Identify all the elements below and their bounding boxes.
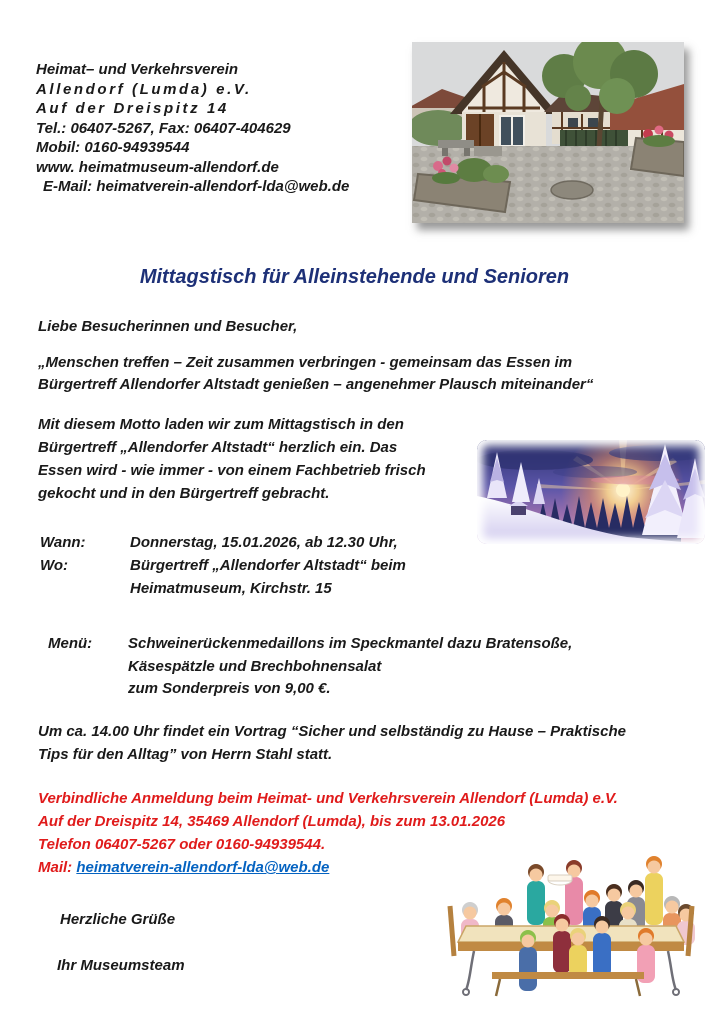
wo-value: Bürgertreff „Allendorfer Altstadt“ beim (130, 557, 406, 574)
event-row-wo2 (40, 577, 406, 600)
letterhead-phone-fax: Tel.: 06407-5267, Fax: 06407-404629 (36, 119, 291, 137)
museum-courtyard-photo (412, 42, 684, 223)
vortrag-line1: Um ca. 14.00 Uhr findet ein Vortrag “Sicher und selbständig zu Hause – Praktische (38, 723, 626, 740)
letterhead-org-line2: Allendorf (Lumda) e.V. (36, 80, 252, 98)
intro-paragraph (38, 413, 426, 505)
menu-row2 (48, 656, 572, 679)
registration-line2: Auf der Dreispitz 14, 35469 Allendorf (Lumda), bis zum 13.01.2026 (38, 813, 506, 830)
intro-line1: Mit diesem Motto laden wir zum Mittagstisch in den (38, 416, 404, 433)
menu-row1 (48, 633, 572, 656)
intro-line4: gekocht und in den Bürgertreff gebracht. (38, 485, 330, 502)
salutation: Liebe Besucherinnen und Besucher, (38, 318, 298, 335)
wo-value-line2: Heimatmuseum, Kirchstr. 15 (130, 580, 332, 597)
menu-line3: zum Sonderpreis von 9,00 €. (128, 680, 331, 697)
winter-sunset-photo (477, 440, 705, 544)
letterhead-email: E-Mail: heimatverein-allendorf-lda@web.de (43, 178, 350, 195)
intro-line3: Essen wird - wie immer - von einem Fachbetrieb frisch (38, 462, 426, 479)
motto-quote-line1: „Menschen treffen – Zeit zusammen verbringen - gemeinsam das Essen im (38, 354, 573, 371)
mail-link[interactable]: heimatverein-allendorf-lda@web.de (76, 859, 330, 876)
letterhead (36, 60, 349, 197)
menu-label: Menü: (48, 635, 93, 652)
menu-section (48, 633, 572, 701)
wo-label: Wo: (40, 557, 69, 574)
menu-line2: Käsespätzle und Brechbohnensalat (128, 657, 382, 675)
vortrag-line2: Tips für den Alltag” von Herrn Stahl statt. (38, 745, 333, 763)
letterhead-org-line1: Heimat– und Verkehrsverein (36, 61, 239, 78)
motto-quote-line2: Bürgertreff Allendorfer Altstadt genießen – angenehmer Plausch miteinander“ (38, 375, 594, 393)
page-title: Mittagstisch für Alleinstehende und Senioren (139, 266, 570, 288)
registration-line1: Verbindliche Anmeldung beim Heimat- und Verkehrsverein Allendorf (Lumda) e.V. (38, 790, 618, 807)
museum-courtyard-art (412, 42, 684, 223)
letterhead-mobile: Mobil: 0160-94939544 (36, 139, 190, 156)
mail-label: Mail: (38, 859, 73, 876)
menu-row3 (48, 678, 572, 701)
event-details (40, 531, 406, 600)
vortrag-paragraph (38, 721, 626, 766)
closing-signature: Ihr Museumsteam (57, 957, 185, 974)
event-row-wann (40, 531, 406, 554)
intro-line2: Bürgertreff „Allendorfer Altstadt“ herzlich ein. Das (38, 439, 398, 456)
letterhead-website: www. heimatmuseum-allendorf.de (36, 158, 279, 176)
menu-line1: Schweinerückenmedaillons im Speckmantel dazu Bratensoße, (128, 635, 573, 652)
letterhead-street: Auf der Dreispitz 14 (36, 100, 229, 117)
wann-label: Wann: (40, 534, 86, 551)
event-row-wo (40, 554, 406, 577)
family-dinner-art (440, 848, 702, 1003)
family-dinner-illustration (440, 848, 702, 1003)
motto-quote (38, 352, 593, 395)
winter-sunset-art (477, 440, 705, 544)
closing-greeting: Herzliche Grüße (60, 911, 176, 928)
wann-value: Donnerstag, 15.01.2026, ab 12.30 Uhr, (130, 534, 398, 551)
registration-line3: Telefon 06407-5267 oder 0160-94939544. (38, 836, 326, 853)
